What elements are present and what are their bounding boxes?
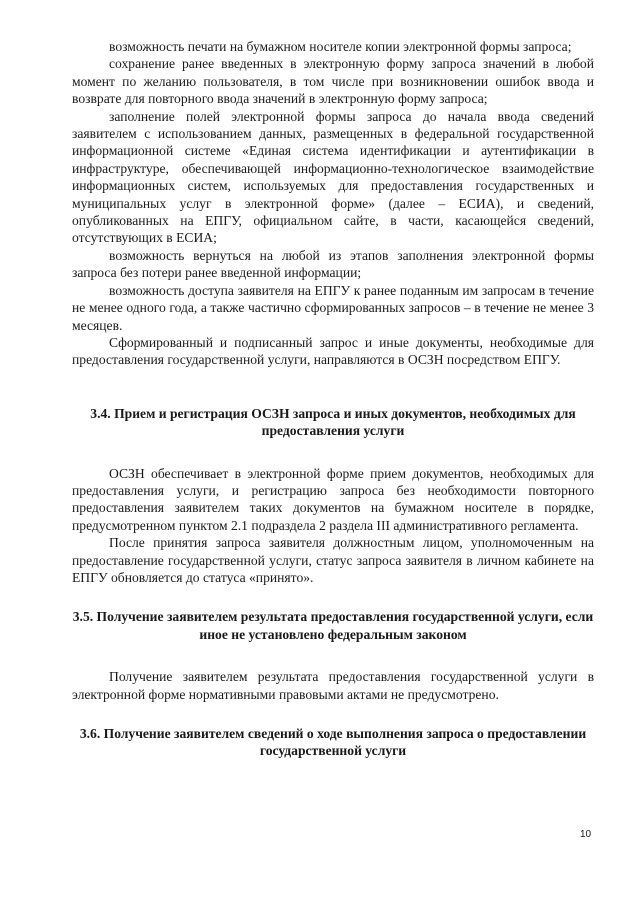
paragraph: Получение заявителем результата предоставления государственной услуги в электронной форме нормативными правовыми актами не предусмотрено. <box>72 669 594 702</box>
paragraph: После принятия запроса заявителя должностным лицом, уполномоченным на предоставление государственной услуги, статус запроса заявителя в личном кабинете на ЕПГУ обновляется до статуса «принято». <box>72 535 594 585</box>
paragraph: ОСЗН обеспечивает в электронной форме прием документов, необходимых для предоставления услуги, и регистрацию запроса без необходимости повторного предоставления заявителем таких документов на бумажном носителе в порядке, предусмотренном пунктом 2.1 подраздела 2 раздела III административного регламента. <box>72 465 594 533</box>
paragraph: сохранение ранее введенных в электронную форму запроса значений в любой момент по желанию пользователя, в том числе при возникновении ошибок ввода и возврате для повторного ввода значений в электронную форму запроса; <box>72 56 594 107</box>
paragraph: Сформированный и подписанный запрос и иные документы, необходимые для предоставления государственной услуги, направляются в ОСЗН посредством ЕПГУ. <box>72 334 594 368</box>
paragraph: возможность доступа заявителя на ЕПГУ к ранее поданным им запросам в течение не менее одного года, а также частично сформированных запросов – в течение не менее 3 месяцев. <box>72 282 594 333</box>
section-heading-3-5: 3.5. Получение заявителем результата предоставления государственной услуги, если иное не установлено федеральным законом <box>72 609 594 642</box>
paragraph: возможность вернуться на любой из этапов заполнения электронной формы запроса без потери ранее введенной информации; <box>72 247 594 281</box>
section-heading-3-4: 3.4. Прием и регистрация ОСЗН запроса и иных документов, необходимых для предоставления услуги <box>90 405 576 439</box>
page-content <box>72 38 594 760</box>
paragraph: заполнение полей электронной формы запроса до начала ввода сведений заявителем с использованием данных, размещенных в федеральной государственной информационной системе «Единая система идентификации и аутентификации в инфраструктуре, обеспечивающей информационно-технологическое взаимодействие информационных систем, используемых для предоставления государственных и муниципальных услуг в электронной форме» (далее – ЕСИА), и сведений, опубликованных на ЕПГУ, официальном сайте, в части, касающейся сведений, отсутствующих в ЕСИА; <box>72 108 594 246</box>
section-heading-3-6: 3.6. Получение заявителем сведений о ходе выполнения запроса о предоставлении государственной услуги <box>79 726 587 759</box>
paragraph: возможность печати на бумажном носителе копии электронной формы запроса; <box>109 39 572 54</box>
page-number: 10 <box>580 829 592 840</box>
